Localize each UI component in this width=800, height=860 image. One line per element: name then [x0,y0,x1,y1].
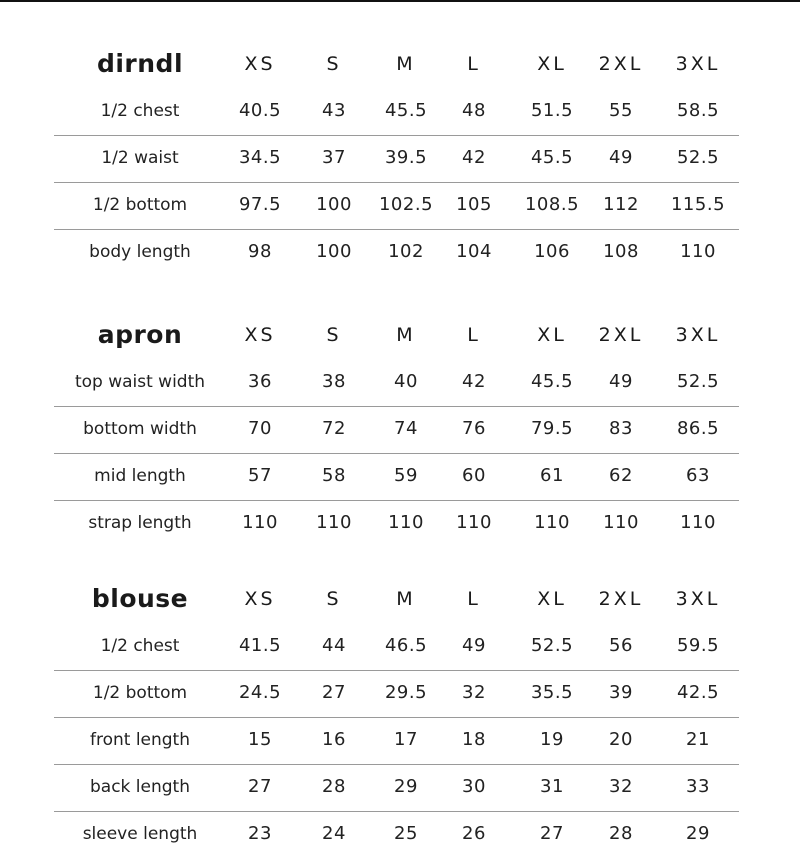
table-row [0,670,800,716]
measurement-value: 28 [322,776,346,797]
measurement-label: bottom width [83,419,197,439]
table-header-row [0,312,800,358]
measurement-value: 62 [609,465,633,486]
measurement-value: 48 [462,100,486,121]
measurement-value: 102.5 [378,194,434,215]
measurement-label: strap length [88,513,192,533]
size-header-xs: XS [244,53,276,75]
measurement-value: 110 [680,512,716,533]
measurement-value: 16 [322,729,346,750]
size-header-m: M [396,53,416,75]
measurement-value: 33 [686,776,710,797]
table-row [0,811,800,857]
measurement-value: 100 [316,194,352,215]
measurement-value: 104 [456,241,492,262]
size-header-xl: XL [537,588,567,610]
measurement-value: 26 [462,823,486,844]
measurement-value: 106 [534,241,570,262]
measurement-value: 18 [462,729,486,750]
table-header-row [0,576,800,622]
measurement-value: 19 [540,729,564,750]
measurement-value: 36 [248,371,272,392]
measurement-value: 58 [322,465,346,486]
table-header-row [0,41,800,87]
measurement-value: 52.5 [676,371,720,392]
measurement-label: 1/2 chest [100,101,180,121]
table-row [0,359,800,405]
measurement-value: 52.5 [530,635,574,656]
measurement-value: 74 [394,418,418,439]
size-header-l: L [467,588,481,610]
table-row [0,717,800,763]
measurement-label: body length [89,242,191,262]
measurement-value: 59.5 [676,635,720,656]
measurement-value: 39.5 [384,147,428,168]
measurement-label: top waist width [74,372,206,392]
measurement-value: 27 [322,682,346,703]
measurement-value: 31 [540,776,564,797]
size-header-l: L [467,53,481,75]
size-header-m: M [396,588,416,610]
table-title: apron [97,320,183,349]
measurement-value: 49 [609,147,633,168]
size-header-2xl: 2XL [598,53,644,75]
measurement-value: 29 [394,776,418,797]
table-row [0,453,800,499]
table-row [0,182,800,228]
measurement-value: 110 [534,512,570,533]
measurement-value: 108 [603,241,639,262]
measurement-value: 40 [394,371,418,392]
top-border-line [0,0,800,2]
size-header-s: S [326,588,342,610]
measurement-value: 105 [456,194,492,215]
measurement-value: 42 [462,371,486,392]
measurement-value: 27 [540,823,564,844]
measurement-value: 41.5 [238,635,282,656]
measurement-value: 98 [248,241,272,262]
measurement-value: 23 [248,823,272,844]
measurement-value: 102 [388,241,424,262]
measurement-value: 70 [248,418,272,439]
measurement-value: 63 [686,465,710,486]
table-row [0,229,800,275]
measurement-value: 112 [603,194,639,215]
measurement-value: 17 [394,729,418,750]
measurement-value: 43 [322,100,346,121]
measurement-value: 42.5 [676,682,720,703]
size-header-xl: XL [537,53,567,75]
measurement-value: 29.5 [384,682,428,703]
measurement-value: 55 [609,100,633,121]
size-header-xs: XS [244,324,276,346]
measurement-value: 32 [462,682,486,703]
measurement-value: 21 [686,729,710,750]
measurement-value: 97.5 [238,194,282,215]
measurement-value: 61 [540,465,564,486]
table-row [0,135,800,181]
table-title: dirndl [96,49,184,78]
measurement-value: 52.5 [676,147,720,168]
table-row [0,764,800,810]
size-header-3xl: 3XL [675,588,721,610]
measurement-value: 27 [248,776,272,797]
measurement-value: 46.5 [384,635,428,656]
table-row [0,406,800,452]
measurement-value: 110 [456,512,492,533]
measurement-value: 37 [322,147,346,168]
size-header-s: S [326,53,342,75]
size-header-m: M [396,324,416,346]
size-header-s: S [326,324,342,346]
measurement-value: 108.5 [524,194,580,215]
size-header-3xl: 3XL [675,53,721,75]
measurement-value: 42 [462,147,486,168]
measurement-value: 56 [609,635,633,656]
measurement-value: 51.5 [530,100,574,121]
measurement-value: 38 [322,371,346,392]
measurement-value: 35.5 [530,682,574,703]
measurement-value: 40.5 [238,100,282,121]
measurement-value: 45.5 [530,147,574,168]
measurement-value: 115.5 [670,194,726,215]
table-row [0,88,800,134]
measurement-value: 45.5 [530,371,574,392]
measurement-value: 110 [316,512,352,533]
measurement-label: sleeve length [82,824,198,844]
size-header-2xl: 2XL [598,324,644,346]
measurement-value: 28 [609,823,633,844]
measurement-value: 110 [603,512,639,533]
size-header-xl: XL [537,324,567,346]
measurement-value: 110 [242,512,278,533]
measurement-value: 76 [462,418,486,439]
measurement-value: 49 [609,371,633,392]
measurement-value: 57 [248,465,272,486]
measurement-value: 72 [322,418,346,439]
measurement-value: 45.5 [384,100,428,121]
measurement-label: 1/2 waist [101,148,179,168]
measurement-value: 39 [609,682,633,703]
measurement-value: 29 [686,823,710,844]
measurement-value: 24.5 [238,682,282,703]
measurement-value: 44 [322,635,346,656]
measurement-value: 20 [609,729,633,750]
measurement-value: 60 [462,465,486,486]
measurement-value: 49 [462,635,486,656]
size-header-2xl: 2XL [598,588,644,610]
measurement-value: 25 [394,823,418,844]
measurement-value: 32 [609,776,633,797]
measurement-value: 110 [680,241,716,262]
measurement-label: back length [90,777,190,797]
measurement-value: 15 [248,729,272,750]
measurement-value: 58.5 [676,100,720,121]
measurement-label: 1/2 bottom [92,683,188,703]
table-row [0,500,800,546]
measurement-value: 86.5 [676,418,720,439]
measurement-value: 34.5 [238,147,282,168]
measurement-label: 1/2 chest [100,636,180,656]
measurement-value: 79.5 [530,418,574,439]
measurement-value: 30 [462,776,486,797]
size-header-l: L [467,324,481,346]
size-header-xs: XS [244,588,276,610]
table-title: blouse [91,584,189,613]
measurement-value: 110 [388,512,424,533]
size-header-3xl: 3XL [675,324,721,346]
measurement-value: 83 [609,418,633,439]
table-row [0,623,800,669]
measurement-value: 24 [322,823,346,844]
measurement-label: 1/2 bottom [92,195,188,215]
measurement-value: 59 [394,465,418,486]
measurement-label: front length [89,730,191,750]
measurement-value: 100 [316,241,352,262]
measurement-label: mid length [94,466,186,486]
